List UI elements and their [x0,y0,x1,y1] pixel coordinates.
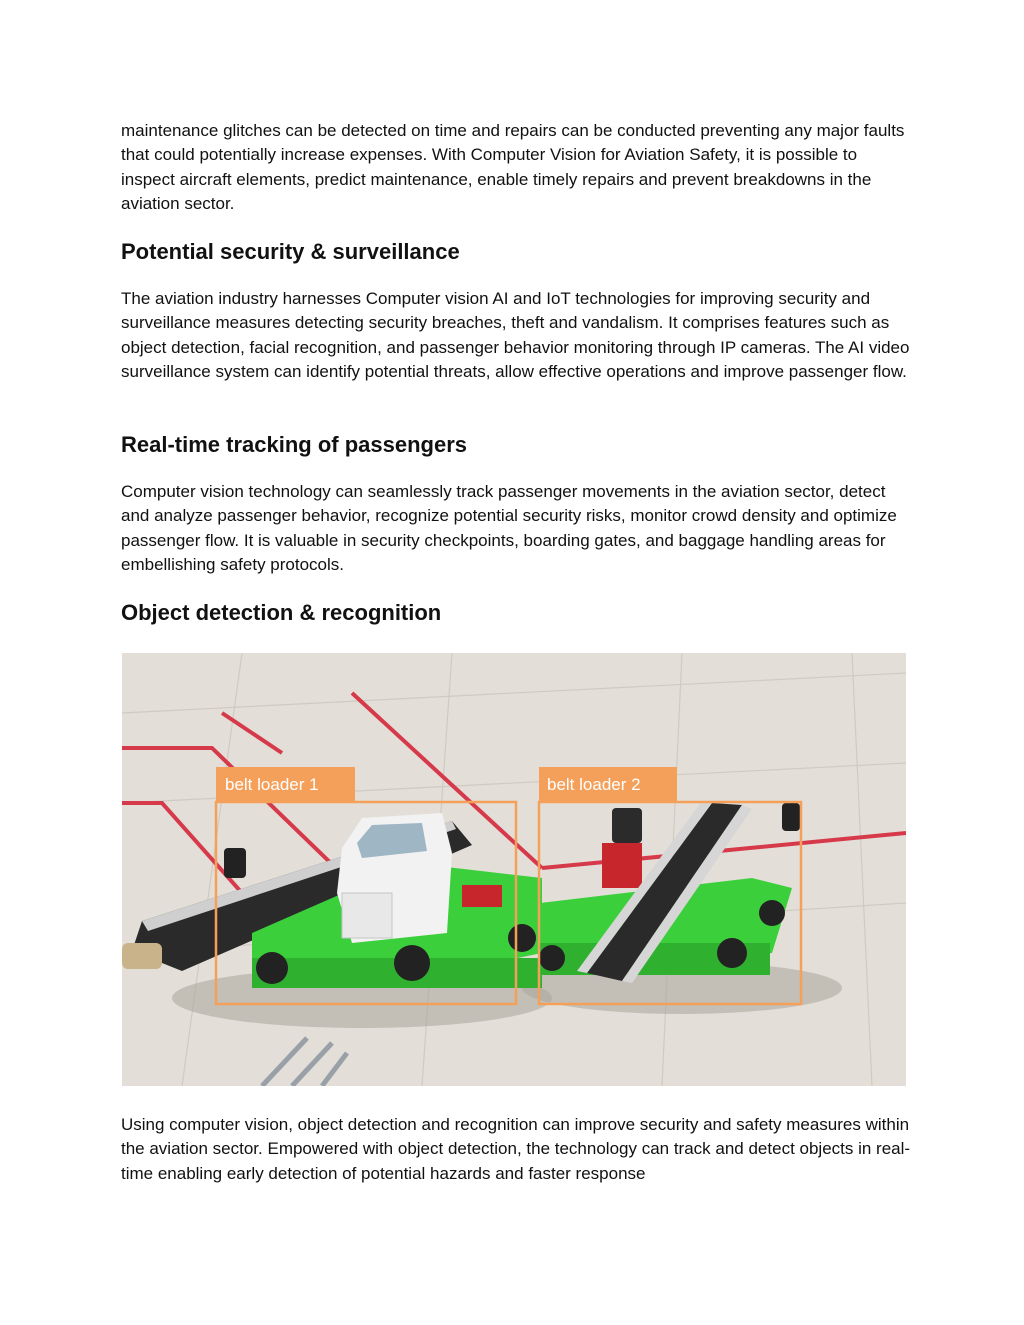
belt-loader-detection-image [122,653,906,1086]
paragraph-security-surveillance: The aviation industry harnesses Computer vision AI and IoT technologies for improving security and surveillance measures detecting security breaches, theft and vandalism. It comprises features such as object detection, facial recognition, and passenger behavior monitoring through IP cameras. The AI video surveillance system can identify potential threats, allow effective operations and improve passenger flow. [121,289,910,382]
detection-label-1: belt loader 1 [225,775,319,794]
paragraph-object-detection: Using computer vision, object detection and recognition can improve security and safety measures within the aviation sector. Empowered with object detection, the technology can track and detect objects in real-time enabling early detection of potential hazards and faster response [121,1115,911,1183]
paragraph-passenger-tracking: Computer vision technology can seamlessly track passenger movements in the aviation sector, detect and analyze passenger behavior, recognize potential security risks, monitor crowd density and optimize passenger flow. It is valuable in security checkpoints, boarding gates, and baggage handling areas for embellishing safety protocols. [121,482,897,575]
paragraph-maintenance: maintenance glitches can be detected on time and repairs can be conducted preventing any major faults that could potentially increase expenses. With Computer Vision for Aviation Safety, it is possible to inspect aircraft elements, predict maintenance, enable timely repairs and prevent breakdowns in the aviation sector. [121,121,905,214]
detection-label-2: belt loader 2 [547,775,641,794]
heading-security-surveillance: Potential security & surveillance [121,239,460,264]
heading-object-detection: Object detection & recognition [121,600,442,625]
detection-scene [122,653,906,1086]
heading-passenger-tracking: Real-time tracking of passengers [121,432,468,457]
